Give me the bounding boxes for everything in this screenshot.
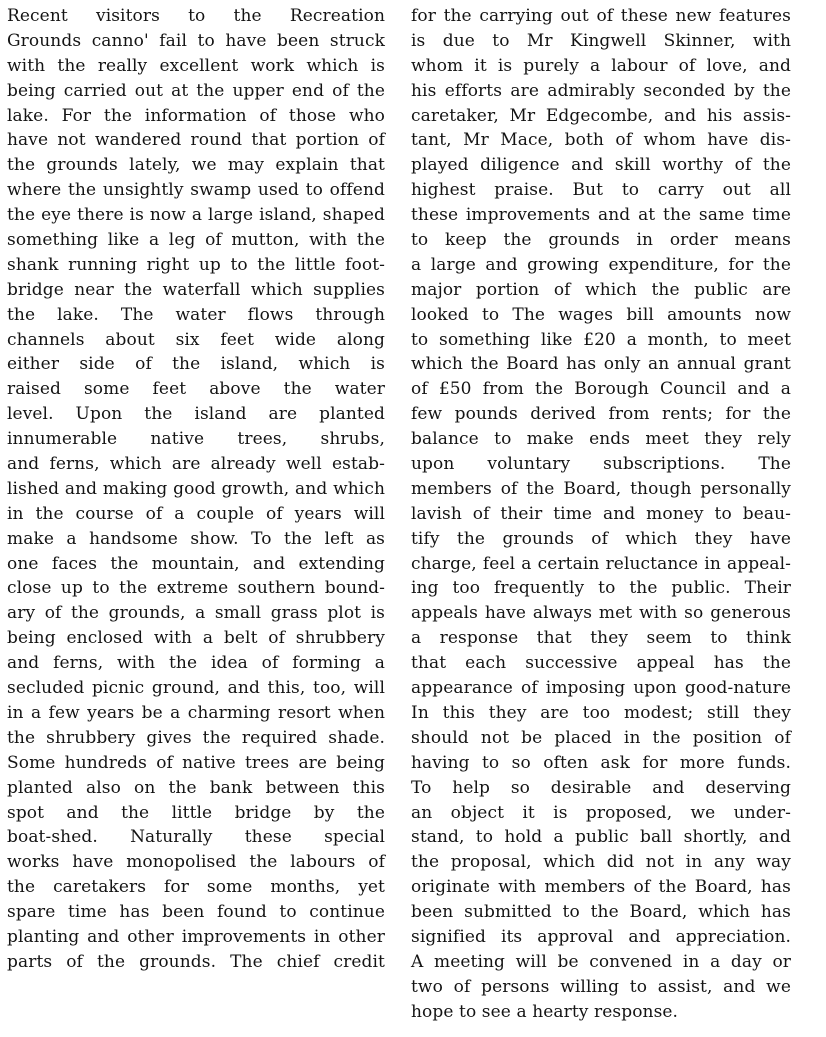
text-line: of £50 from the Borough Council and a: [411, 379, 791, 400]
text-line: being enclosed with a belt of shrubbery: [7, 628, 385, 649]
text-line: boat-shed. Naturally these special: [7, 827, 385, 848]
text-line: where the unsightly swamp used to offend: [7, 180, 385, 201]
text-line: being carried out at the upper end of the: [7, 80, 385, 101]
text-line: the grounds lately, we may explain that: [7, 155, 385, 176]
text-line: to keep the grounds in order means: [411, 230, 791, 251]
text-line: shank running right up to the little foot-: [7, 254, 385, 275]
text-line: should not be placed in the position of: [411, 727, 791, 748]
text-line: bridge near the waterfall which supplies: [7, 279, 385, 300]
text-line: been submitted to the Board, which has: [411, 902, 791, 923]
text-line: looked to The wages bill amounts now: [411, 304, 791, 325]
text-line: balance to make ends meet they rely: [411, 429, 791, 450]
text-line: originate with members of the Board, has: [411, 877, 791, 898]
text-line: In this they are too modest; still they: [411, 702, 791, 723]
text-line: one faces the mountain, and extending: [7, 553, 385, 574]
text-line: charge, feel a certain reluctance in appeal-: [411, 553, 791, 574]
text-line: works have monopolised the labours of: [7, 852, 385, 873]
text-line: for the carrying out of these new features: [411, 6, 791, 26]
text-line: innumerable native trees, shrubs,: [7, 429, 385, 450]
text-line: the proposal, which did not in any way: [411, 852, 791, 873]
text-line: the lake. The water flows through: [7, 304, 385, 325]
text-line: is due to Mr Kingwell Skinner, with: [411, 30, 791, 51]
text-line: parts of the grounds. The chief credit: [7, 951, 385, 972]
text-line: caretaker, Mr Edgecombe, and his assis-: [411, 105, 791, 126]
text-line: Grounds canno' fail to have been struck: [7, 30, 385, 51]
text-line: highest praise. But to carry out all: [411, 180, 791, 201]
text-line: ary of the grounds, a small grass plot is: [7, 603, 385, 624]
text-line: planted also on the bank between this: [7, 777, 385, 798]
text-line: an object it is proposed, we under-: [411, 802, 791, 823]
text-line: in a few years be a charming resort when: [7, 702, 385, 723]
text-line: tify the grounds of which they have: [411, 528, 791, 549]
text-line: the eye there is now a large island, shaped: [7, 205, 385, 226]
text-line: something like a leg of mutton, with the: [7, 230, 385, 251]
text-line: A meeting will be convened in a day or: [411, 951, 791, 972]
text-line: and ferns, which are already well estab-: [7, 454, 385, 475]
text-line: To help so desirable and deserving: [411, 777, 791, 798]
text-line: raised some feet above the water: [7, 379, 385, 400]
text-line: hope to see a hearty response.: [411, 1001, 679, 1022]
text-line: either side of the island, which is: [7, 354, 385, 375]
text-line: lished and making good growth, and which: [7, 478, 385, 499]
text-line: members of the Board, though personally: [411, 478, 791, 499]
text-line: appearance of imposing upon good-nature: [411, 678, 791, 699]
text-line: two of persons willing to assist, and we: [411, 976, 791, 997]
text-line: planting and other improvements in other: [7, 926, 385, 947]
text-line: his efforts are admirably seconded by the: [411, 80, 791, 101]
text-line: appeals have always met with so generous: [411, 603, 791, 624]
text-line: whom it is purely a labour of love, and: [411, 55, 791, 76]
text-line: ing too frequently to the public. Their: [411, 578, 791, 599]
text-line: which the Board has only an annual grant: [411, 354, 791, 375]
text-line: make a handsome show. To the left as: [7, 528, 385, 549]
text-line: that each successive appeal has the: [411, 653, 791, 674]
text-line: few pounds derived from rents; for the: [411, 404, 791, 425]
text-line: tant, Mr Mace, both of whom have dis-: [411, 130, 791, 151]
text-line: the shrubbery gives the required shade.: [7, 727, 385, 748]
left-column: [7, 4, 385, 975]
text-line: with the really excellent work which is: [7, 55, 385, 76]
text-line: a large and growing expenditure, for the: [411, 254, 791, 275]
text-line: secluded picnic ground, and this, too, will: [7, 678, 385, 699]
text-line: to something like £20 a month, to meet: [411, 329, 791, 350]
text-line: these improvements and at the same time: [411, 205, 791, 226]
text-line: a response that they seem to think: [411, 628, 791, 649]
text-line: spot and the little bridge by the: [7, 802, 385, 823]
text-line: in the course of a couple of years will: [7, 503, 385, 524]
text-line: having to so often ask for more funds.: [411, 752, 791, 773]
text-line: channels about six feet wide along: [7, 329, 385, 350]
text-line: spare time has been found to continue: [7, 902, 385, 923]
text-line: stand, to hold a public ball shortly, and: [411, 827, 791, 848]
text-line: Some hundreds of native trees are being: [7, 752, 385, 773]
text-line: have not wandered round that portion of: [7, 130, 385, 151]
text-line: level. Upon the island are planted: [7, 404, 385, 425]
text-line: signified its approval and appreciation.: [411, 926, 791, 947]
text-line: lavish of their time and money to beau-: [411, 503, 791, 524]
text-line: close up to the extreme southern bound-: [7, 578, 385, 599]
text-line: upon voluntary subscriptions. The: [411, 454, 791, 475]
right-column: [411, 4, 791, 1025]
text-line: major portion of which the public are: [411, 279, 791, 300]
text-line: and ferns, with the idea of forming a: [7, 653, 385, 674]
text-line: Recent visitors to the Recreation: [7, 6, 385, 26]
text-line: the caretakers for some months, yet: [7, 877, 385, 898]
text-line: lake. For the information of those who: [7, 105, 385, 126]
text-line: played diligence and skill worthy of the: [411, 155, 791, 176]
